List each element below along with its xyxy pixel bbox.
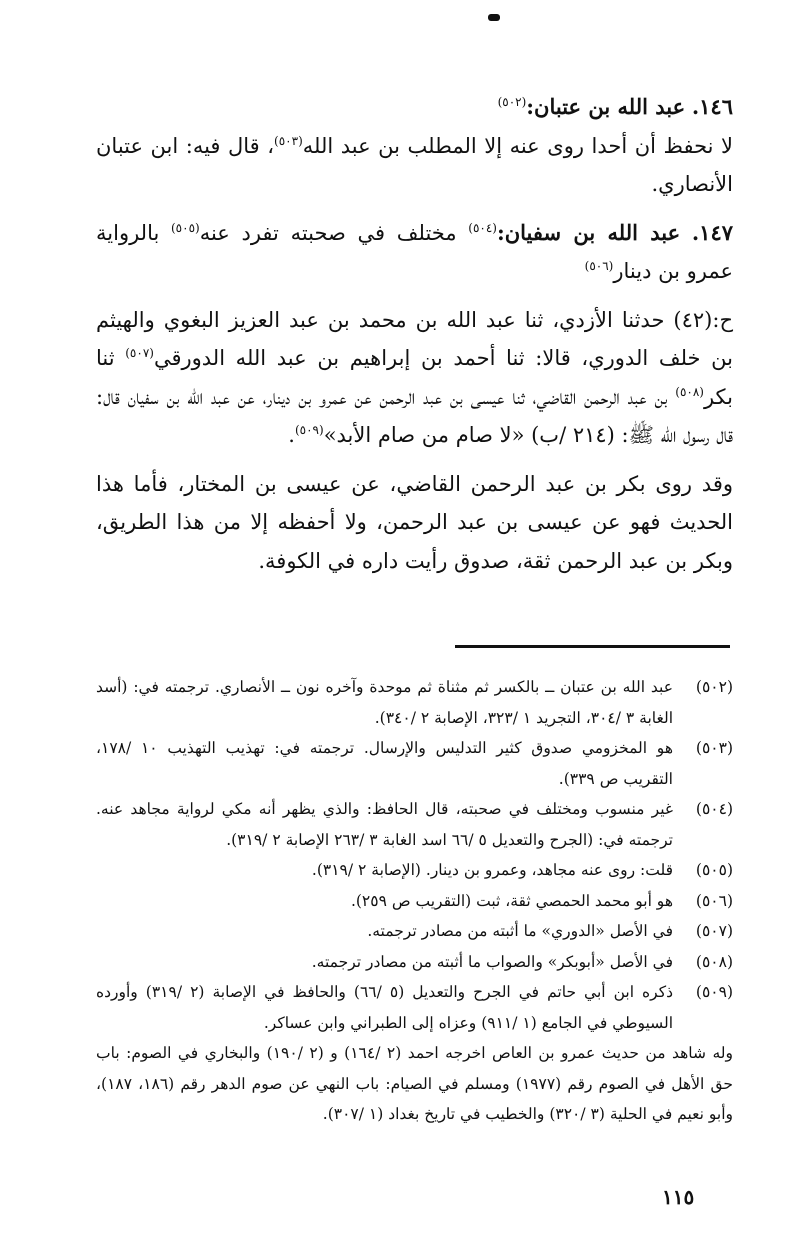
footnote-number: (٥٠٩) bbox=[695, 983, 733, 1001]
footnote bbox=[96, 733, 733, 794]
entry-146 bbox=[96, 88, 733, 204]
hadith-text: بن عبد الرحمن القاضي، ثنا عيسى بن عبد الرحمن عن عمرو بن دينار، عن عبد الله بن سفيان قال: قال رسول الله ﷺ: (٢١٤ /ب) «لا صام من صام الأبد» bbox=[96, 384, 733, 447]
footnote-divider bbox=[455, 645, 730, 648]
footnote-text: قلت: روى عنه مجاهد، وعمرو بن دينار. (الإصابة ٢ /٣١٩). bbox=[311, 861, 673, 879]
footnote bbox=[96, 794, 733, 855]
footnote-text: في الأصل «الدوري» ما أثبته من مصادر ترجمته. bbox=[367, 922, 673, 940]
footnote-ref[interactable]: (٥٠٤) bbox=[468, 220, 497, 235]
footnote-ref[interactable]: (٥٠٥) bbox=[170, 220, 200, 235]
entry-heading: عبد الله بن سفيان: bbox=[496, 219, 681, 245]
hadith-text: ح:(٤٢) حدثنا الأزدي، ثنا عبد الله بن محمد بن عبد العزيز البغوي والهيثم بن خلف الدوري، قالا: ثنا أحمد بن إبراهيم بن عبد الله الدورقي bbox=[96, 307, 733, 370]
entry-147 bbox=[96, 214, 733, 291]
footnote-text: عبد الله بن عتبان ــ بالكسر ثم مثناة ثم موحدة وآخره نون ــ الأنصاري. ترجمته في: (أسد الغابة ٣ /٣٠٤، التجريد ١ /٣٢٣، الإصابة ٢ /٣٤٠). bbox=[96, 678, 673, 727]
footnote-ref[interactable]: (٥٠٧) bbox=[125, 346, 154, 360]
footnote-ref[interactable]: (٥٠٩) bbox=[294, 423, 324, 437]
footnote bbox=[96, 672, 733, 733]
footnote-ref[interactable]: (٥٠٣) bbox=[274, 133, 303, 148]
footnote-text: في الأصل «أبوبكر» والصواب ما أثبته من مصادر ترجمته. bbox=[311, 952, 673, 971]
hadith-text: . bbox=[288, 423, 295, 447]
entry-text: لا نحفظ أن أحدا روى عنه إلا المطلب بن عبد الله bbox=[302, 133, 733, 158]
footnote-number: (٥٠٥) bbox=[695, 861, 733, 879]
footnote-number: (٥٠٧) bbox=[695, 922, 733, 940]
main-text bbox=[96, 88, 733, 590]
footnote-text: هو أبو محمد الحمصي ثقة، ثبت (التقريب ص ٢٥٩). bbox=[350, 891, 673, 910]
entry-number: ١٤٦. bbox=[691, 94, 733, 119]
footnote-number: (٥٠٦) bbox=[695, 891, 733, 910]
footnote-continuation: وله شاهد من حديث عمرو بن العاص اخرجه احمد (٢ /١٦٤) و (٢ /١٩٠) والبخاري في الصوم: باب حق الأهل في الصوم رقم (١٩٧٧) ومسلم في الصيام: باب النهي عن صوم الدهر رقم (١٨٦، ١٨٧)، وأبو نعيم في الحلية (٣ /٣٢٠) والخطيب في تاريخ بغداد (١ /٣٠٧). bbox=[96, 1044, 733, 1123]
footnote-number: (٥٠٢) bbox=[695, 678, 733, 696]
entry-heading: عبد الله بن عتبان: bbox=[526, 94, 686, 119]
entry-text: بالرواية عمرو بن دينار bbox=[96, 220, 733, 283]
footnote-number: (٥٠٤) bbox=[695, 800, 733, 818]
entry-text: ، قال فيه: ابن عتبان الأنصاري. bbox=[96, 133, 733, 196]
footnotes bbox=[96, 672, 733, 1130]
footnote bbox=[96, 916, 733, 947]
footnote-ref[interactable]: (٥٠٨) bbox=[675, 384, 704, 399]
footnote-ref[interactable]: (٥٠٦) bbox=[584, 259, 614, 273]
footnote bbox=[96, 947, 733, 978]
hadith-text: ثنا بكر bbox=[96, 346, 733, 409]
footnote-text: غير منسوب ومختلف في صحبته، قال الحافظ: والذي يظهر أنه مكي لرواية مجاهد عنه. ترجمته في: (الجرح والتعديل ٥ /٦٦ اسد الغابة ٣ /٢٦٣ الإصابة ٢ /٣١٩). bbox=[96, 800, 673, 849]
footnote-number: (٥٠٨) bbox=[695, 952, 733, 971]
entry-text: مختلف في صحبته تفرد عنه bbox=[199, 220, 469, 245]
commentary-paragraph: وقد روى بكر بن عبد الرحمن القاضي، عن عيسى بن المختار، فأما هذا الحديث فهو عن عيسى بن عبد الرحمن، ولا أحفظه إلا من هذا الطريق، وبكر بن عبد الرحمن ثقة، صدوق رأيت داره في الكوفة. bbox=[96, 471, 733, 573]
hadith-paragraph bbox=[96, 301, 733, 455]
printer-mark bbox=[488, 14, 500, 21]
entry-number: ١٤٧. bbox=[691, 219, 734, 245]
footnote-ref[interactable]: (٥٠٢) bbox=[497, 95, 527, 109]
footnote-text: ذكره ابن أبي حاتم في الجرح والتعديل (٥ /٦٦) والحافظ في الإصابة (٢ /٣١٩) وأورده السيوطي في الجامع (١ /٩١١) وعزاه إلى الطبراني وابن عساكر. bbox=[96, 983, 673, 1032]
page-number: ١١٥ bbox=[662, 1185, 695, 1209]
footnote-text: هو المخزومي صدوق كثير التدليس والإرسال. ترجمته في: تهذيب التهذيب ١٠ /١٧٨، التقريب ص ٣٣٩). bbox=[96, 739, 673, 788]
footnote bbox=[96, 855, 733, 886]
footnote bbox=[96, 977, 733, 1038]
footnote-number: (٥٠٣) bbox=[695, 739, 733, 757]
footnote bbox=[96, 886, 733, 917]
